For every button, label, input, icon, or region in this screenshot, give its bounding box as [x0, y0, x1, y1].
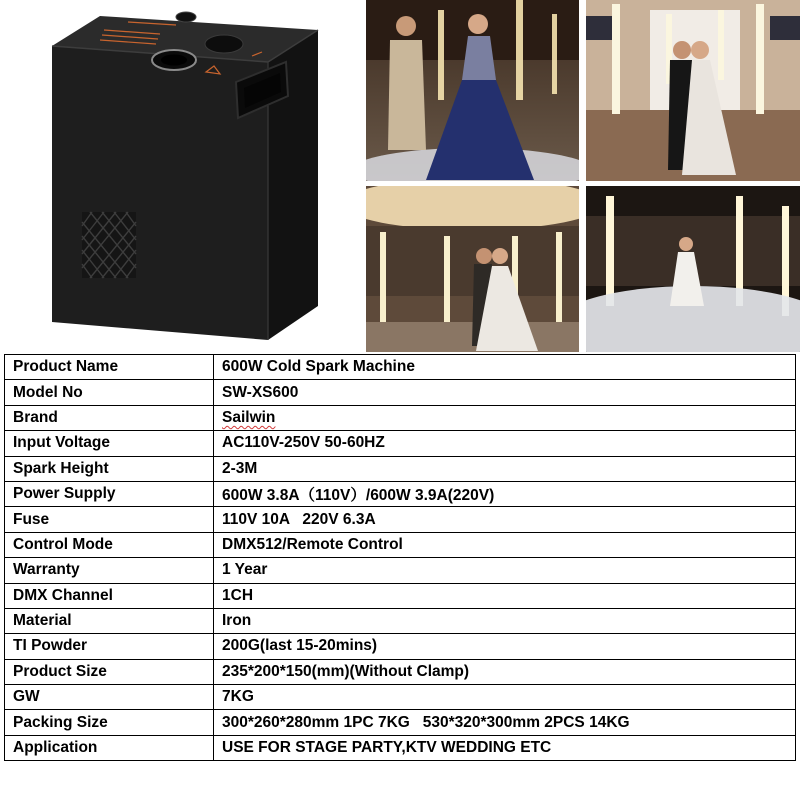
spec-label: Brand — [5, 405, 214, 430]
vent-grille — [82, 212, 136, 278]
photo-bride-groom-kiss — [586, 0, 800, 181]
spec-label: Warranty — [5, 558, 214, 583]
table-row — [5, 710, 796, 735]
table-row — [5, 659, 796, 684]
spec-value: 300*260*280mm 1PC 7KG 530*320*300mm 2PCS 14KG — [214, 710, 796, 735]
spec-value: 600W 3.8A（110V）/600W 3.9A(220V) — [214, 481, 796, 506]
spec-value: 200G(last 15-20mins) — [214, 634, 796, 659]
spec-value: 1 Year — [214, 558, 796, 583]
spec-label: Packing Size — [5, 710, 214, 735]
spec-label: Input Voltage — [5, 431, 214, 456]
spec-value: AC110V-250V 50-60HZ — [214, 431, 796, 456]
table-row — [5, 532, 796, 557]
spec-label: GW — [5, 685, 214, 710]
table-row — [5, 405, 796, 430]
table-row — [5, 558, 796, 583]
table-row — [5, 634, 796, 659]
spec-label: TI Powder — [5, 634, 214, 659]
spec-value: 7KG — [214, 685, 796, 710]
table-row — [5, 685, 796, 710]
spec-label: Application — [5, 735, 214, 760]
cold-spark-machine-icon — [0, 0, 360, 352]
spec-value: SW-XS600 — [214, 380, 796, 405]
spec-label: Power Supply — [5, 481, 214, 506]
table-row — [5, 481, 796, 506]
spec-label: Control Mode — [5, 532, 214, 557]
spec-value: 2-3M — [214, 456, 796, 481]
table-row — [5, 355, 796, 380]
table-row — [5, 456, 796, 481]
spec-value: DMX512/Remote Control — [214, 532, 796, 557]
photo-ballroom-kiss — [366, 186, 579, 352]
photo-dance-floor-fog — [586, 186, 800, 352]
spec-label: Product Name — [5, 355, 214, 380]
product-image — [0, 0, 360, 352]
table-row — [5, 507, 796, 532]
spec-label: Material — [5, 608, 214, 633]
spec-label: Fuse — [5, 507, 214, 532]
spec-value: 1CH — [214, 583, 796, 608]
photo-couple-dancing — [366, 0, 579, 181]
table-row — [5, 380, 796, 405]
spec-value: Iron — [214, 608, 796, 633]
table-row — [5, 735, 796, 760]
table-row — [5, 431, 796, 456]
brand-value: Sailwin — [222, 408, 276, 426]
spec-label: Product Size — [5, 659, 214, 684]
spec-value: 110V 10A 220V 6.3A — [214, 507, 796, 532]
spec-table — [4, 354, 796, 761]
spec-label: DMX Channel — [5, 583, 214, 608]
spec-value — [214, 405, 796, 430]
spec-label: Spark Height — [5, 456, 214, 481]
spec-value: USE FOR STAGE PARTY,KTV WEDDING ETC — [214, 735, 796, 760]
table-row — [5, 583, 796, 608]
spec-label: Model No — [5, 380, 214, 405]
spec-value: 600W Cold Spark Machine — [214, 355, 796, 380]
table-row — [5, 608, 796, 633]
spec-value: 235*200*150(mm)(Without Clamp) — [214, 659, 796, 684]
